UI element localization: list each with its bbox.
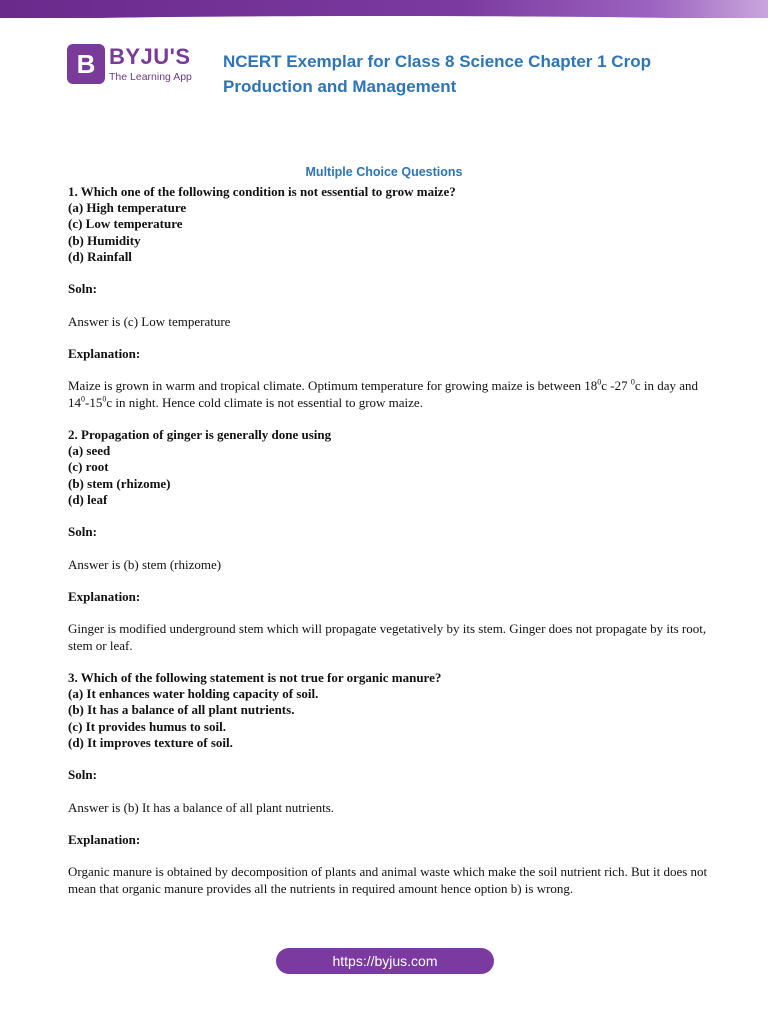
q3-option-a: (a) It enhances water holding capacity of soil. bbox=[68, 686, 319, 702]
q3-explanation-label: Explanation: bbox=[68, 831, 141, 847]
website-url[interactable]: https://byjus.com bbox=[332, 953, 438, 969]
q3-option-c: (c) It provides humus to soil. bbox=[68, 718, 226, 734]
q2-answer: Answer is (b) stem (rhizome) bbox=[68, 556, 222, 572]
q1-option-c: (c) Low temperature bbox=[68, 216, 183, 232]
degree-sup: 0 bbox=[630, 378, 635, 388]
website-link[interactable] bbox=[276, 948, 494, 974]
q1-soln-label: Soln: bbox=[68, 281, 97, 297]
q3-option-d: (d) It improves texture of soil. bbox=[68, 734, 233, 750]
degree-sup: 0 bbox=[102, 394, 107, 404]
q2-option-b: (b) stem (rhizome) bbox=[68, 475, 171, 491]
q1-exp-text-4: -15 bbox=[85, 394, 103, 410]
byjus-logo bbox=[67, 44, 217, 88]
q2-option-c: (c) root bbox=[68, 459, 109, 475]
question-3: 3. Which of the following statement is not true for organic manure? bbox=[68, 669, 442, 685]
q3-explanation: Organic manure is obtained by decomposition of plants and animal waste which make the soil nutrient rich. But it does not mean that organic manure provides all the nutrients in required amount hence option b) is wrong. bbox=[68, 864, 708, 896]
q1-explanation-label: Explanation: bbox=[68, 345, 141, 361]
document-body bbox=[68, 184, 708, 897]
q3-answer: Answer is (b) It has a balance of all plant nutrients. bbox=[68, 799, 335, 815]
q2-soln-label: Soln: bbox=[68, 524, 97, 540]
logo-name: BYJU'S bbox=[109, 44, 191, 69]
q1-explanation bbox=[68, 378, 708, 410]
q2-explanation: Ginger is modified underground stem which will propagate vegetatively by its stem. Ginger does not propagate by its root, stem or leaf. bbox=[68, 621, 707, 653]
q2-explanation-label: Explanation: bbox=[68, 588, 141, 604]
logo-tagline: The Learning App bbox=[109, 71, 192, 83]
logo-mark-icon bbox=[67, 44, 105, 84]
degree-sup: 0 bbox=[597, 378, 602, 388]
q1-exp-text-1: Maize is grown in warm and tropical climate. Optimum temperature for growing maize is between 18 bbox=[68, 378, 598, 394]
q1-answer: Answer is (c) Low temperature bbox=[68, 313, 231, 329]
q1-option-b: (b) Humidity bbox=[68, 232, 141, 248]
degree-sup: 0 bbox=[81, 394, 85, 404]
header-band bbox=[0, 0, 768, 18]
q2-option-d: (d) leaf bbox=[68, 491, 108, 507]
question-1: 1. Which one of the following condition is not essential to grow maize? bbox=[68, 184, 456, 199]
document-title: NCERT Exemplar for Class 8 Science Chapter 1 Crop Production and Management bbox=[223, 52, 651, 96]
section-heading: Multiple Choice Questions bbox=[305, 165, 463, 179]
q1-exp-text-3: c in day and 14 bbox=[68, 378, 699, 410]
q1-exp-text-2: c -27 bbox=[601, 378, 631, 394]
logo-letter: B bbox=[76, 48, 96, 79]
q1-exp-text-5: c in night. Hence cold climate is not essential to grow maize. bbox=[106, 394, 423, 410]
q1-option-d: (d) Rainfall bbox=[68, 248, 132, 264]
question-2: 2. Propagation of ginger is generally done using bbox=[68, 426, 332, 442]
q2-option-a: (a) seed bbox=[68, 443, 111, 459]
q1-option-a: (a) High temperature bbox=[68, 200, 187, 216]
q3-soln-label: Soln: bbox=[68, 767, 97, 783]
q3-option-b: (b) It has a balance of all plant nutrients. bbox=[68, 702, 295, 718]
